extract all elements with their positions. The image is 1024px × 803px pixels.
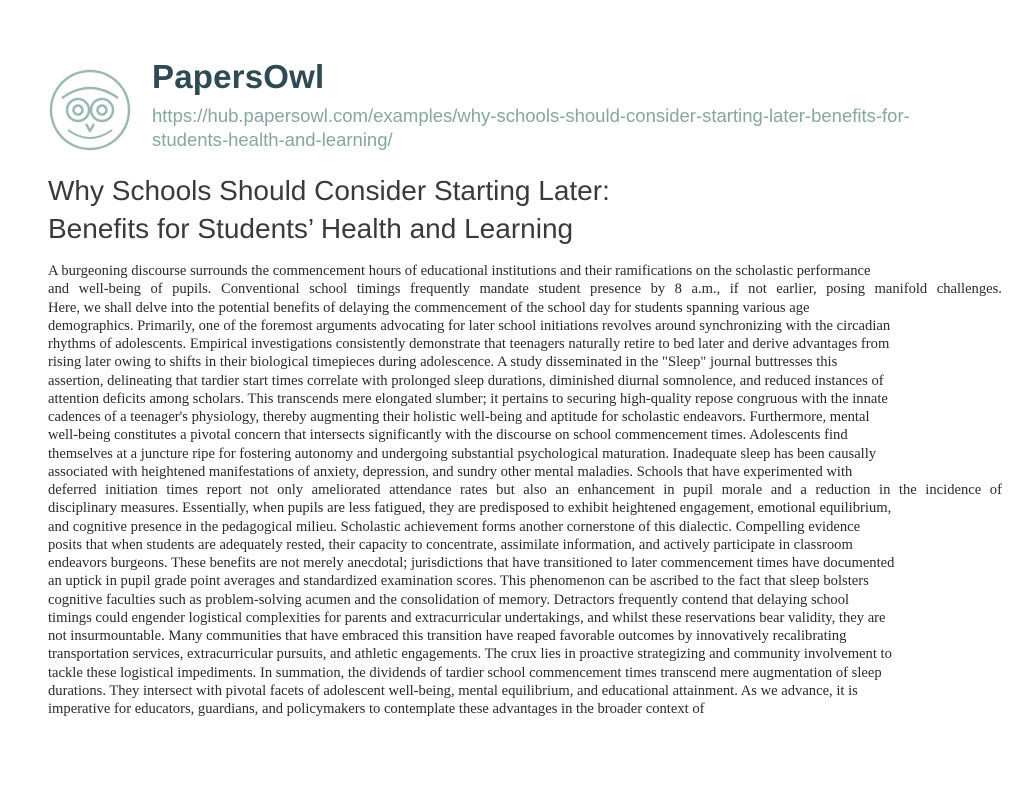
source-url[interactable]: [152, 104, 972, 152]
body-text-line: deferred initiation times report not only ameliorated attendance rates but also an enhancement in pupil morale and a reduction in the incidence of: [48, 482, 1002, 498]
body-text-line: rhythms of adolescents. Empirical investigations consistently demonstrate that teenagers naturally retire to bed later and derive advantages from: [48, 336, 890, 352]
body-text-line: durations. They intersect with pivotal facets of adolescent well-being, mental equilibrium, and educational attainment. As we advance, it is: [48, 682, 858, 699]
body-text-line: cadences of a teenager's physiology, thereby augmenting their holistic well-being and aptitude for scholastic endeavors. Furthermore, mental: [48, 409, 870, 425]
body-text-line: A burgeoning discourse surrounds the commencement hours of educational institutions and their ramifications on the scholastic performance: [48, 263, 871, 279]
body-text-line: cognitive faculties such as problem-solving acumen and the consolidation of memory. Detractors frequently contend that delaying school: [48, 591, 850, 608]
body-text-line: not insurmountable. Many communities that have embraced this transition have reaped favorable outcomes by innovatively recalibrating: [48, 628, 847, 644]
body-text-line: tackle these logistical impediments. In summation, the dividends of tardier school commencement times transcend mere augmentation of sleep: [48, 664, 882, 681]
essay-title-line: Why Schools Should Consider Starting Later:: [48, 175, 610, 206]
body-text-line: assertion, delineating that tardier start times correlate with prolonged sleep durations, diminished diurnal somnolence, and reduced instances of: [48, 372, 884, 389]
body-text-line: disciplinary measures. Essentially, when pupils are less fatigued, they are predisposed to exhibit heightened engagement, emotional equilibrium,: [48, 500, 892, 517]
body-text-line: demographics. Primarily, one of the foremost arguments advocating for later school initiations revolves around synchronizing with the circadian: [48, 317, 891, 334]
body-text-line: transportation services, extracurricular pursuits, and athletic engagements. The crux lies in proactive strategizing and community involvement to: [48, 646, 892, 663]
essay-title: [48, 172, 988, 248]
brand-name: PapersOwl: [152, 58, 325, 95]
body-text-line: attention deficits among scholars. This transcends mere elongated slumber; it pertains to securing high-quality repose congruous with the innate: [48, 390, 888, 407]
body-text-line: an uptick in pupil grade point averages and standardized examination scores. This phenomenon can be ascribed to the fact that sleep bolsters: [48, 573, 869, 590]
body-text-line: and cognitive presence in the pedagogical milieu. Scholastic achievement forms another cornerstone of this dialectic. Compelling evidence: [48, 518, 861, 535]
body-text-line: imperative for educators, guardians, and policymakers to contemplate these advantages in the broader context of: [48, 701, 705, 717]
header: [48, 52, 988, 162]
essay-body: [48, 262, 1008, 718]
owl-logo-icon: [48, 68, 132, 152]
body-text-line: endeavors burgeons. These benefits are not merely anecdotal; jurisdictions that have transitioned to later commencement times have documented: [48, 555, 895, 571]
body-text-line: and well-being of pupils. Conventional school timings frequently mandate student presence by 8 a.m., if not earlier, posing manifold challenges.: [48, 281, 1002, 298]
body-text-line: associated with heightened manifestations of anxiety, depression, and sundry other mental maladies. Schools that have experimented with: [48, 463, 853, 480]
body-text-line: Here, we shall delve into the potential benefits of delaying the commencement of the school day for students spanning various age: [48, 299, 810, 316]
source-url-line[interactable]: https://hub.papersowl.com/examples/why-schools-should-consider-starting-later-benefits-for-: [152, 105, 910, 126]
body-text-line: rising later owing to shifts in their biological timepieces during adolescence. A study disseminated in the "Sleep" journal buttresses this: [48, 354, 838, 371]
body-text-line: well-being constitutes a pivotal concern that intersects significantly with the discourse on school commencement times. Adolescents find: [48, 427, 848, 444]
body-text-line: posits that when students are adequately rested, their capacity to concentrate, assimilate information, and actively participate in classroom: [48, 536, 853, 553]
body-text-line: themselves at a juncture ripe for fostering autonomy and undergoing substantial psychological maturation. Inadequate sleep has been causally: [48, 445, 877, 462]
essay-title-line: Benefits for Students’ Health and Learning: [48, 213, 574, 244]
source-url-line[interactable]: students-health-and-learning/: [152, 129, 393, 150]
body-text-line: timings could engender logistical complexities for parents and extracurricular undertakings, and whilst these reservations bear validity, they are: [48, 609, 886, 626]
